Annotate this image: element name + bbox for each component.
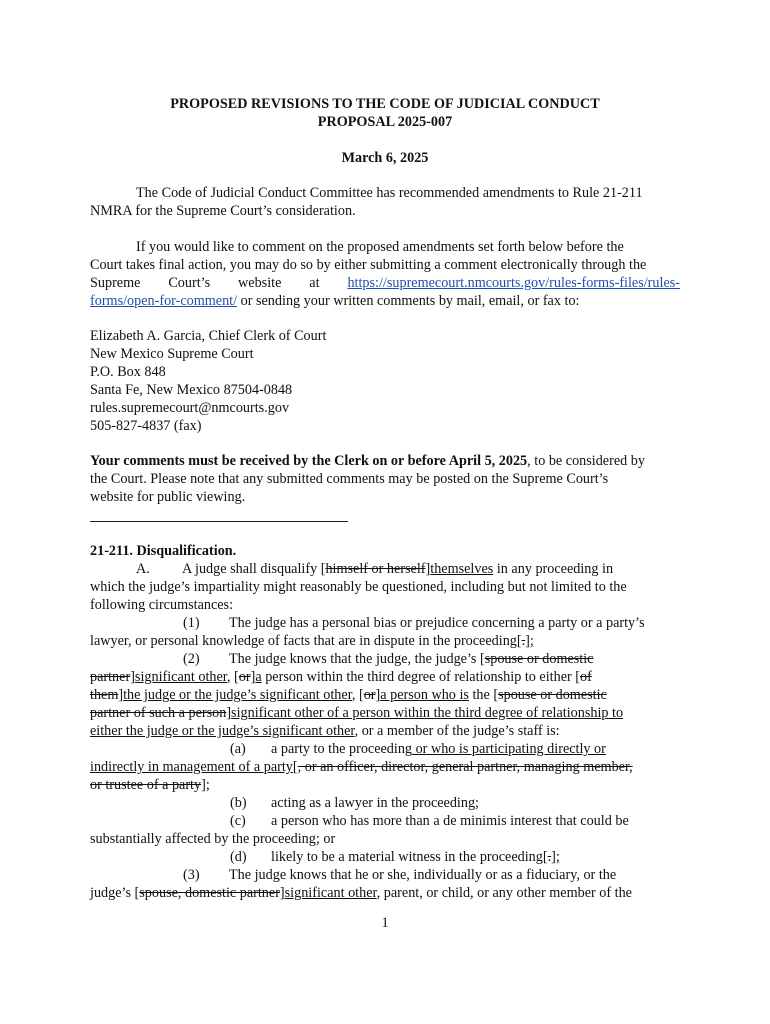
rule-a-label: A. [136, 561, 150, 577]
bracket: ]; [201, 777, 210, 793]
document-date-text: March 6, 2025 [341, 150, 429, 166]
inserted-text: a person who is [380, 687, 469, 703]
bracket: ] [250, 669, 256, 685]
proposal-number-text: PROPOSAL 2025-007 [317, 114, 453, 130]
bracket: [ [292, 759, 298, 775]
inserted-text: ]; [551, 849, 560, 865]
rule-pc-text: a person who has more than a de minimis interest that could be [271, 813, 629, 829]
rule-p3-text: , parent, or child, or any other member of the [376, 885, 632, 901]
comment-word-courts: Court’s [168, 275, 211, 291]
deadline-line-3: website for public viewing. [90, 489, 246, 505]
deleted-text: partner of such a person [90, 705, 227, 721]
comment-word-supreme: Supreme [90, 275, 141, 291]
comment-line-3 [90, 274, 680, 292]
deleted-text: spouse, domestic partner [139, 885, 280, 901]
rule-p1-line-1 [90, 614, 680, 632]
rule-p2-text: , [ [226, 669, 239, 685]
rule-pd-line [90, 848, 680, 866]
deleted-text: or [238, 669, 251, 685]
deleted-text: or [363, 687, 376, 703]
deleted-text: them [90, 687, 119, 703]
rule-pd-text: likely to be a material witness in the proceeding[ [271, 849, 548, 865]
comment-word-at: at [309, 275, 320, 291]
rule-a-text: in any proceeding in [493, 561, 614, 577]
deleted-text: . [547, 849, 552, 865]
rule-pd-label: (d) [230, 849, 247, 865]
court-name: New Mexico Supreme Court [90, 346, 254, 362]
rule-pa-line-2 [90, 758, 680, 776]
deleted-text: , or an officer, director, general partner, managing member, [297, 759, 633, 775]
page-number-text: 1 [381, 915, 389, 931]
section-divider [90, 521, 348, 522]
inserted-text: the judge or the judge’s significant other [123, 687, 352, 703]
clerk-email: rules.supremecourt@nmcourts.gov [90, 400, 290, 416]
rule-p3-label: (3) [183, 867, 200, 883]
rule-p3-line-2 [90, 884, 680, 902]
rule-a-text: A judge shall disqualify [ [182, 561, 326, 577]
inserted-text: ]; [525, 633, 534, 649]
rule-p2-line-4 [90, 704, 680, 722]
inserted-text: or who is participating directly or [412, 741, 606, 757]
deleted-text: partner [90, 669, 131, 685]
inserted-text: significant other of a person within the third degree of relationship to [231, 705, 624, 721]
deleted-text: . [521, 633, 526, 649]
clerk-fax: 505-827-4837 (fax) [90, 418, 202, 434]
rule-pb-text: acting as a lawyer in the proceeding; [271, 795, 479, 811]
rule-a-line-2: which the judge’s impartiality might reasonably be questioned, including but not limited to the [90, 579, 627, 595]
deadline-line-1 [90, 452, 680, 470]
intro-line-2: NMRA for the Supreme Court’s consideration. [90, 203, 356, 219]
clerk-address-block [90, 327, 680, 435]
rule-pc-line-1 [90, 812, 680, 830]
city-state-zip: Santa Fe, New Mexico 87504-0848 [90, 382, 293, 398]
intro-line-1-text: The Code of Judicial Conduct Committee has recommended amendments to Rule 21-211 [136, 185, 643, 201]
rule-a-line-1 [90, 560, 680, 578]
rule-p2-text: The judge knows that the judge, the judge’s [ [229, 651, 485, 667]
inserted-text: indirectly in management of a party [90, 759, 293, 775]
rule-p1-text: The judge has a personal bias or prejudice concerning a party or a party’s [229, 615, 645, 631]
bracket: ] [425, 561, 431, 577]
deadline-line-2-text: the Court. Please note that any submitted comments may be posted on the Supreme Court’s [90, 471, 609, 487]
rule-pa-line-1 [90, 740, 680, 758]
comment-line-1 [90, 238, 680, 256]
po-box: P.O. Box 848 [90, 364, 166, 380]
clerk-name: Elizabeth A. Garcia, Chief Clerk of Court [90, 328, 327, 344]
rule-p3-line-1 [90, 866, 680, 884]
rule-p2-line-3 [90, 686, 680, 704]
inserted-text: a [255, 669, 262, 685]
document-title [90, 95, 680, 113]
rule-p2-line-5 [90, 722, 680, 740]
rule-pb-line [90, 794, 680, 812]
rule-p2-text: person within the third degree of relationship to either [ [261, 669, 580, 685]
rule-pc-label: (c) [230, 813, 246, 829]
comment-line-4-text: or sending your written comments by mail, email, or fax to: [237, 293, 580, 309]
rule-p2-line-1 [90, 650, 680, 668]
comment-line-1-text: If you would like to comment on the proposed amendments set forth below before the [136, 239, 624, 255]
rule-p2-text: , or a member of the judge’s staff is: [354, 723, 560, 739]
bracket: ] [375, 687, 381, 703]
rule-p3-text: judge’s [ [90, 885, 140, 901]
inserted-text: themselves [430, 561, 494, 577]
title-line-1: PROPOSED REVISIONS TO THE CODE OF JUDICIAL CONDUCT [170, 96, 600, 112]
deleted-text: himself or herself [325, 561, 426, 577]
deleted-text: spouse or domestic [498, 687, 607, 703]
deleted-text: of [580, 669, 592, 685]
comment-line-4 [90, 292, 680, 310]
bracket: ] [130, 669, 135, 685]
rule-pc-line-2: substantially affected by the proceeding; or [90, 831, 336, 847]
rule-pa-line-3 [90, 776, 680, 794]
rule-p1-label: (1) [183, 615, 200, 631]
intro-line-1 [90, 184, 680, 202]
deleted-text: or trustee of a party [90, 777, 202, 793]
bracket: ] [279, 885, 285, 901]
rule-a-line-3: following circumstances: [90, 597, 234, 613]
comment-paragraph [90, 238, 680, 310]
rule-pb-label: (b) [230, 795, 247, 811]
rule-p3-text: The judge knows that he or she, individually or as a fiduciary, or the [229, 867, 617, 883]
page-number [90, 914, 680, 932]
deadline-line-2 [90, 470, 680, 488]
rule-heading: 21-211. Disqualification. [90, 543, 237, 559]
rule-p2-text: , [ [351, 687, 364, 703]
rule-p2-label: (2) [183, 651, 200, 667]
rule-pa-text: a party to the proceeding [271, 741, 413, 757]
rule-p2-line-2 [90, 668, 680, 686]
comment-word-website: website [238, 275, 282, 291]
bracket: ] [226, 705, 232, 721]
rule-p1-line-2 [90, 632, 680, 650]
rule-p1-text: lawyer, or personal knowledge of facts that are in dispute in the proceeding[ [90, 633, 522, 649]
deadline-line-1-rest: , to be considered by [527, 453, 645, 469]
inserted-text: either the judge or the judge’s significant other [90, 723, 355, 739]
open-for-comment-link-continued[interactable]: forms/open-for-comment/ [90, 293, 238, 309]
inserted-text: significant other [134, 669, 227, 685]
comment-line-2: Court takes final action, you may do so by either submitting a comment electronically through the [90, 257, 647, 273]
deleted-text: spouse or domestic [484, 651, 594, 667]
rule-p2-text: the [ [468, 687, 499, 703]
proposal-number [90, 113, 680, 131]
rule-pa-label: (a) [230, 741, 246, 757]
open-for-comment-link[interactable]: https://supremecourt.nmcourts.gov/rules-forms-files/rules- [347, 275, 680, 291]
inserted-text: significant other [284, 885, 377, 901]
deadline-bold-text: Your comments must be received by the Clerk on or before April 5, 2025 [90, 453, 528, 469]
document-date [90, 149, 680, 167]
bracket: ] [118, 687, 124, 703]
intro-paragraph [90, 184, 680, 220]
deadline-paragraph [90, 452, 680, 506]
